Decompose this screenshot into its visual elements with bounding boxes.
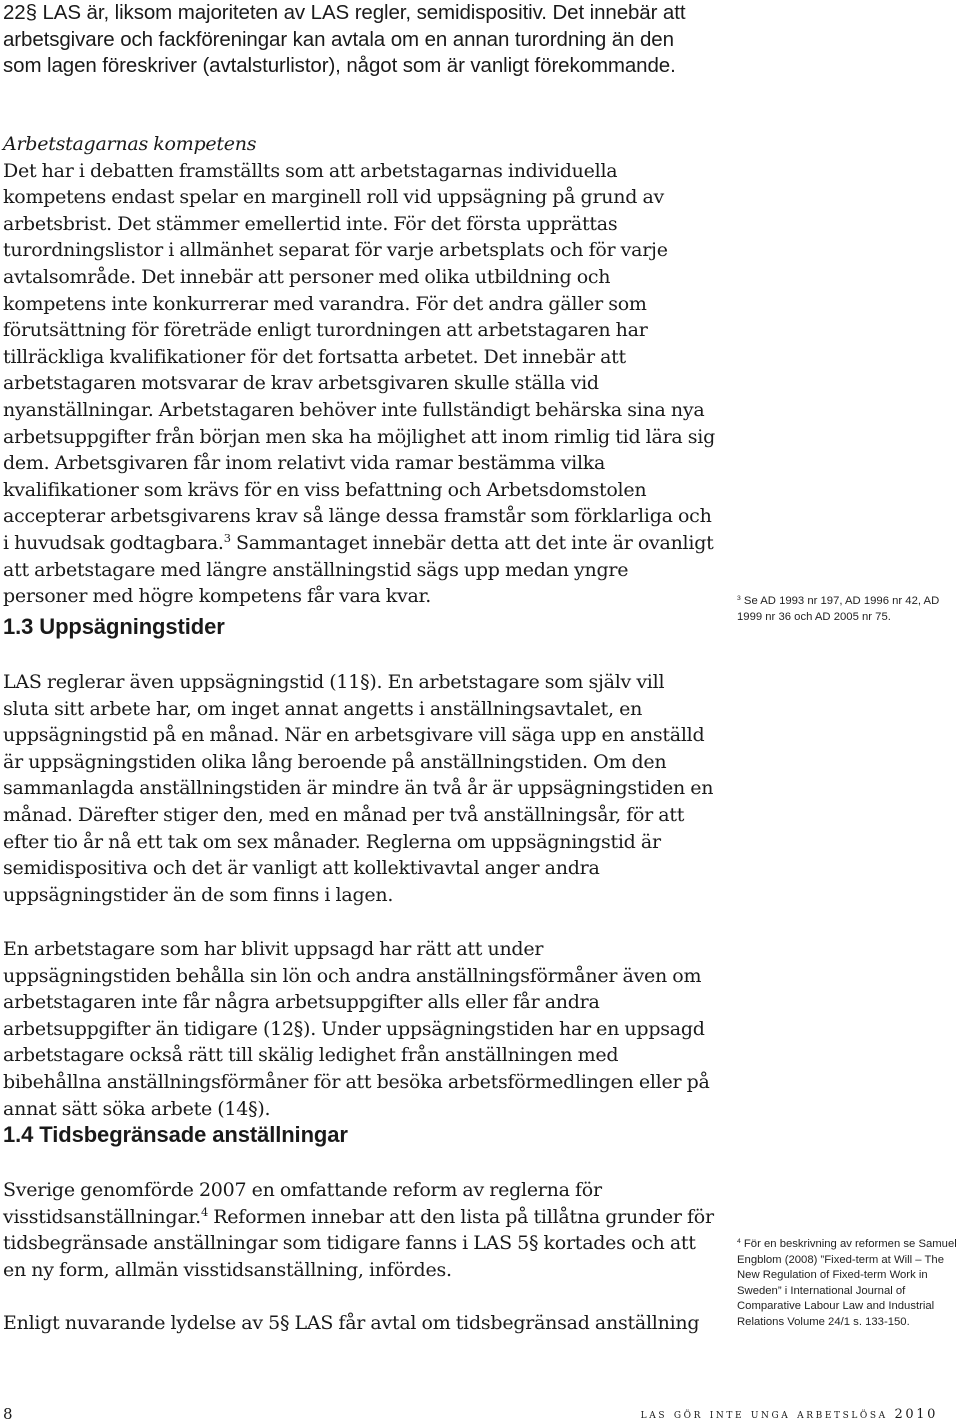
section-1-4-para2 (3, 1310, 715, 1337)
footnote-ref-4: 4 (200, 1204, 208, 1219)
footnote-4 (737, 1237, 959, 1331)
kompetens-body (3, 158, 715, 610)
footnote-4-text: För en beskrivning av reformen se Samuel Engblom (2008) ”Fixed-term at Will – The New Regulation of Fixed-term Work in Sweden” i International Journal of Comparative Labour Law and Industrial Relations Volume 24/1 s. 133-150. (737, 1238, 957, 1328)
reform-text (3, 1177, 715, 1283)
reform-text-after: Reformen innebar att den lista på tillåtna grunder för tidsbegränsade anställningar som tidigare fanns i LAS 5§ kortades och att en ny form, allmän visstidsanställning, infördes. (3, 1205, 714, 1281)
kompetens-section (3, 131, 715, 610)
section-heading-1-4: 1.4 Tidsbegränsade anställningar (3, 1122, 348, 1147)
section-heading-1-3: 1.3 Uppsägningstider (3, 614, 225, 639)
kompetens-body-text: Det har i debatten framställts som att arbetstagarnas individuella kompetens endast spelar en marginell roll vid uppsägning på grund av arbetsbrist. Det stämmer emellertid inte. För det första upprättas turordningslistor i allmänhet separat för varje arbetsplats och för varje avtalsområde. Det innebär att personer med olika utbildning och kompetens inte konkurrerar med varandra. För det andra gäller som förutsättning för företräde enligt turordningen att arbetstagaren har tillräckliga kvalifikationer för det fortsatta arbetet. Det innebär att arbetstagaren motsvarar de krav arbetsgivaren skulle ställa vid nyanställningar. Arbetstagaren behöver inte fullständigt behärska sina nya arbetsuppgifter från början men ska ha möjlighet att inom rimlig tid lära sig dem. Arbetsgivaren får inom relativt vida ramar bestämma vilka kvalifikationer som krävs för en viss befattning och Arbetsdomstolen accepterar arbetsgivarens krav så länge dessa framstår som förklarliga och i huvudsak godtagbara. (3, 159, 716, 554)
intro-paragraph (3, 0, 715, 80)
section-1-3-para2 (3, 936, 715, 1122)
uppsagd-text: En arbetstagare som har blivit uppsagd har rätt att under uppsägningstiden behålla sin lön och andra anställningsförmåner även om arbetstagaren inte får några arbetsuppgifter alls eller får andra arbetsuppgifter än tidigare (12§). Under uppsägningstiden har en uppsagd arbetstagare också rätt till skälig ledighet från anställningen med bibehållna anställningsförmåner för att besöka arbetsförmedlingen eller på annat sätt söka arbete (14§). (3, 938, 710, 1120)
footnote-3-text: Se AD 1993 nr 197, AD 1996 nr 42, AD 1999 nr 36 och AD 2005 nr 75. (737, 595, 940, 623)
footnote-3 (737, 594, 959, 625)
kompetens-body-after: Sammantaget innebär detta att det inte är ovanligt att arbetstagare med längre anställningstid sägs upp medan yngre personer med högre kompetens får vara kvar. (3, 531, 714, 608)
section-1-4-para1 (3, 1177, 715, 1283)
section-1-3-para1 (3, 669, 715, 908)
uppsagningstid-text: LAS reglerar även uppsägningstid (11§). En arbetstagare som själv vill sluta sitt arbete har, om inget annat angetts i anställningsavtalet, en uppsägningstid på en månad. När en arbetsgivare vill säga upp en anställd är uppsägningstiden olika lång beroende på anställningstiden. Om den sammanlagda anställningstiden är mindre än två år är uppsägningstiden en månad. Därefter stiger den, med en månad per två anställningsår, för att efter tio år nå ett tak om sex månader. Reglerna om uppsägningstid är semidispositiva och det är vanligt att kollektivavtal anger andra uppsägningstider än de som finns i lagen. (3, 671, 714, 906)
lydelse-text: Enligt nuvarande lydelse av 5§ LAS får avtal om tidsbegränsad anställning (3, 1312, 700, 1334)
publication-title: las gör inte unga arbetslösa 2010 (640, 1407, 938, 1422)
footnote-3-number: 3 (737, 594, 741, 602)
footnote-4-number: 4 (737, 1237, 741, 1245)
kompetens-subheading: Arbetstagarnas kompetens (3, 133, 257, 155)
page-number: 8 (3, 1405, 13, 1423)
reform-text-before: Sverige genomförde 2007 en omfattande reform av reglerna för visstidsanställningar. (3, 1179, 602, 1228)
intro-text: 22§ LAS är, liksom majoriteten av LAS regler, semidispositiv. Det innebär att arbetsgivare och fackföreningar kan avtala om en annan turordning än den som lagen föreskriver (avtalsturlistor), något som är vanligt förekommande. (3, 1, 686, 78)
footnote-ref-3: 3 (223, 531, 231, 546)
